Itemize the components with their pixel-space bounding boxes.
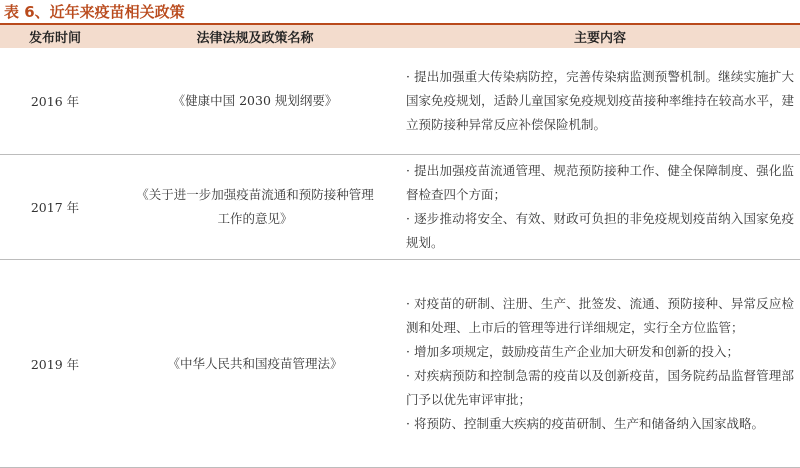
content-item: · 对疾病预防和控制急需的疫苗以及创新疫苗，国务院药品监督管理部门予以优先审评审批； <box>406 367 794 407</box>
table-header-row <box>0 25 800 48</box>
policy-table <box>0 25 800 468</box>
content-item: · 提出加强疫苗流通管理、规范预防接种工作、健全保障制度、强化监督检查四个方面； <box>406 163 794 202</box>
content-item: · 增加多项规定，鼓励疫苗生产企业加大研发和创新的投入； <box>406 343 739 359</box>
row-year: 2019 年 <box>0 260 110 468</box>
row-content <box>400 260 800 468</box>
header-content: 主要内容 <box>400 25 800 48</box>
content-item: · 将预防、控制重大疾病的疫苗研制、生产和储备纳入国家战略。 <box>406 415 764 431</box>
content-item: · 提出加强重大传染病防控，完善传染病监测预警机制。继续实施扩大国家免疫规划，适龄儿童国家免疫规划疫苗接种率维持在较高水平，建立预防接种异常反应补偿保险机制。 <box>406 69 794 132</box>
header-date: 发布时间 <box>0 25 110 48</box>
table-row <box>0 48 800 155</box>
row-content <box>400 155 800 260</box>
header-name: 法律法规及政策名称 <box>110 25 400 48</box>
row-policy-name: 《健康中国 2030 规划纲要》 <box>110 48 400 155</box>
content-item: · 逐步推动将安全、有效、财政可负担的非免疫规划疫苗纳入国家免疫规划。 <box>406 211 794 250</box>
content-item: · 对疫苗的研制、注册、生产、批签发、流通、预防接种、异常反应检测和处理、上市后的管理等进行详细规定，实行全方位监管； <box>406 295 794 335</box>
row-policy-name: 《中华人民共和国疫苗管理法》 <box>110 260 400 468</box>
row-year: 2017 年 <box>0 155 110 260</box>
row-policy-name: 《关于进一步加强疫苗流通和预防接种管理工作的意见》 <box>110 155 400 260</box>
table-row <box>0 260 800 468</box>
table-row <box>0 155 800 260</box>
table-title: 表 6、近年来疫苗相关政策 <box>4 3 185 21</box>
row-year: 2016 年 <box>0 48 110 155</box>
row-content <box>400 48 800 155</box>
